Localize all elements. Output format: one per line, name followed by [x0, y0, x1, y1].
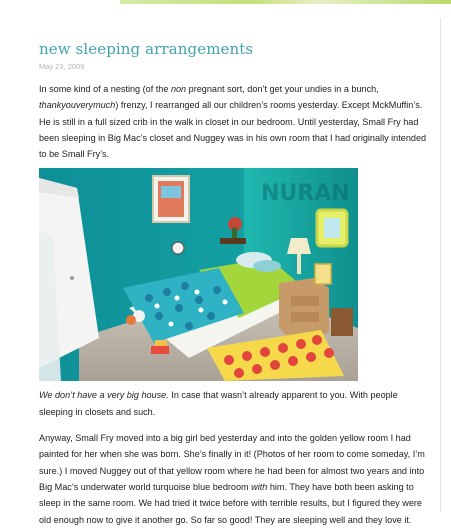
post-paragraph-2: We don’t have a very big house. In case that wasn’t already apparent to you. With people sleeping in closets and such. — [39, 390, 398, 417]
post-date: May 23, 2009 — [39, 62, 85, 71]
site-header-strip — [0, 0, 451, 4]
bedroom-photo-illustration — [39, 168, 358, 381]
blog-post — [39, 40, 431, 528]
bedroom-photo[interactable] — [39, 168, 358, 381]
header-banner-art — [120, 0, 451, 4]
post-paragraph-1: In some kind of a nesting (of the non pregnant sort, don’t get your undies in a bunch, thankyouverymuch) frenzy, I rearranged all our children’s rooms yesterday. Except MckMuffin’s. He is still in a full sized crib in the walk in closet in our bedroom. Until yesterday, Small Fry had been sleeping in Big Mac’s closet and Nuggey was in his own room that I had originally intended to be Small Fry’s. — [39, 84, 427, 160]
post-title[interactable]: new sleeping arrangements — [39, 40, 254, 58]
post-paragraph-3: Anyway, Small Fry moved into a big girl bed yesterday and into the golden yellow room I had painted for her when she was born. She’s finally in it! (Photos of her room to come someday, I’m sure.) I moved Nuggey out of that yellow room where he had been for almost two years and into Big Mac’s underwater world turquoise blue bedroom with him. They have both been asking to sleep in the same room. We had tried it twice before with terrible results, but I figured they were old enough now to give it another go. So far so good! They are sleeping well and they love it. — [39, 433, 425, 525]
wall-letters: NURAN — [261, 181, 350, 207]
content-column-divider — [440, 18, 441, 512]
